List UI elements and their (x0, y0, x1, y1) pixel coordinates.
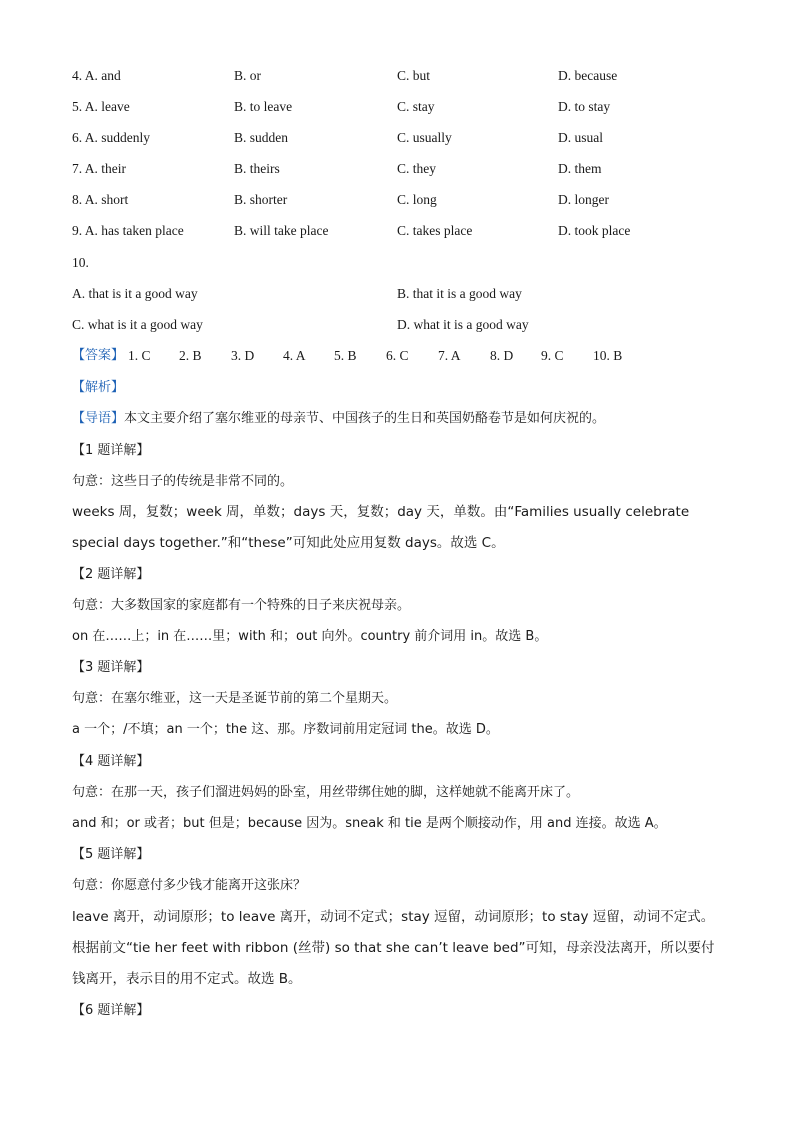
option-d: D. usual (558, 130, 603, 145)
option-d: D. took place (558, 223, 631, 238)
option-b: B. shorter (234, 192, 288, 207)
option-d: D. what it is a good way (397, 317, 529, 332)
answer-item: 8. D (490, 348, 514, 363)
option-c: C. stay (397, 99, 435, 114)
question-row (72, 98, 732, 116)
answer-item: 10. B (593, 348, 623, 363)
option-b: B. will take place (234, 223, 329, 238)
option-c: C. takes place (397, 223, 473, 238)
section-heading: 【4 题详解】 (72, 754, 150, 769)
option-a: 6. A. suddenly (72, 130, 151, 145)
intro-text: 本文主要介绍了塞尔维亚的母亲节、中国孩子的生日和英国奶酪卷节是如何庆祝的。 (124, 411, 606, 426)
option-c: C. but (397, 68, 431, 83)
option-a: 7. A. their (72, 161, 127, 176)
answer-item: 6. C (386, 348, 409, 363)
section-detail: leave 离开，动词原形；to leave 离开，动词不定式；stay 逗留，动词原形；to stay 逗留，动词不定式。根据前文“tie her feet with ribbon (丝带) so that she can’t leave bed”可知，母亲没法离开，所以要付钱离开，表示目的用不定式。故选 B。 (72, 909, 715, 987)
answer-item: 2. B (179, 348, 202, 363)
option-a: 5. A. leave (72, 99, 130, 114)
question-row (72, 160, 732, 178)
question-10-number: 10. (72, 255, 89, 270)
section-detail: on 在……上；in 在……里；with 和；out 向外。country 前介词用 in。故选 B。 (72, 629, 548, 644)
option-a: 4. A. and (72, 68, 121, 83)
answer-item: 9. C (541, 348, 564, 363)
section-meaning: 句意：你愿意付多少钱才能离开这张床？ (72, 878, 307, 893)
question-row (72, 191, 732, 209)
question-row (72, 67, 732, 85)
answer-item: 1. C (128, 348, 151, 363)
section-detail: and 和；or 或者；but 但是；because 因为。sneak 和 tie 是两个顺接动作，用 and 连接。故选 A。 (72, 816, 667, 831)
section-heading: 【1 题详解】 (72, 443, 150, 458)
option-b: B. to leave (234, 99, 293, 114)
question-row (72, 222, 732, 240)
section-meaning: 句意：在塞尔维亚，这一天是圣诞节前的第二个星期天。 (72, 691, 398, 706)
answer-label: 【答案】 (72, 348, 125, 363)
section-meaning: 句意：在那一天，孩子们溜进妈妈的卧室，用丝带绑住她的脚，这样她就不能离开床了。 (72, 785, 580, 800)
option-b: B. that it is a good way (397, 286, 522, 301)
question-10-row-1 (72, 285, 732, 303)
answer-item: 5. B (334, 348, 357, 363)
option-d: D. because (558, 68, 618, 83)
intro-label: 【导语】 (72, 411, 125, 426)
intro-paragraph (72, 410, 605, 428)
section-heading: 【3 题详解】 (72, 660, 150, 675)
section-heading: 【2 题详解】 (72, 567, 150, 582)
option-d: D. to stay (558, 99, 611, 114)
section-heading: 【5 题详解】 (72, 847, 150, 862)
question-10-row-2 (72, 316, 732, 334)
option-a: 8. A. short (72, 192, 129, 207)
option-b: B. or (234, 68, 261, 83)
question-row (72, 129, 732, 147)
section-meaning: 句意：这些日子的传统是非常不同的。 (72, 474, 294, 489)
answer-item: 4. A (283, 348, 306, 363)
answer-item: 3. D (231, 348, 255, 363)
answer-item: 7. A (438, 348, 461, 363)
answer-key (72, 347, 732, 365)
section-detail: weeks 周，复数；week 周，单数；days 天，复数；day 天，单数。由“Families usually celebrate special days together.”和“these”可知此处应用复数 days。故选 C。 (72, 504, 690, 551)
option-c: C. long (397, 192, 437, 207)
section-detail: a 一个；/不填；an 一个；the 这、那。序数词前用定冠词 the。故选 D。 (72, 722, 499, 737)
option-b: B. theirs (234, 161, 280, 176)
analysis-label: 【解析】 (72, 380, 125, 395)
option-a: 9. A. has taken place (72, 223, 184, 238)
option-b: B. sudden (234, 130, 288, 145)
section-heading: 【6 题详解】 (72, 1003, 150, 1018)
option-d: D. them (558, 161, 602, 176)
option-c: C. they (397, 161, 436, 176)
section-meaning: 句意：大多数国家的家庭都有一个特殊的日子来庆祝母亲。 (72, 598, 411, 613)
option-a: A. that is it a good way (72, 286, 198, 301)
option-c: C. usually (397, 130, 452, 145)
option-d: D. longer (558, 192, 609, 207)
option-c: C. what is it a good way (72, 317, 203, 332)
